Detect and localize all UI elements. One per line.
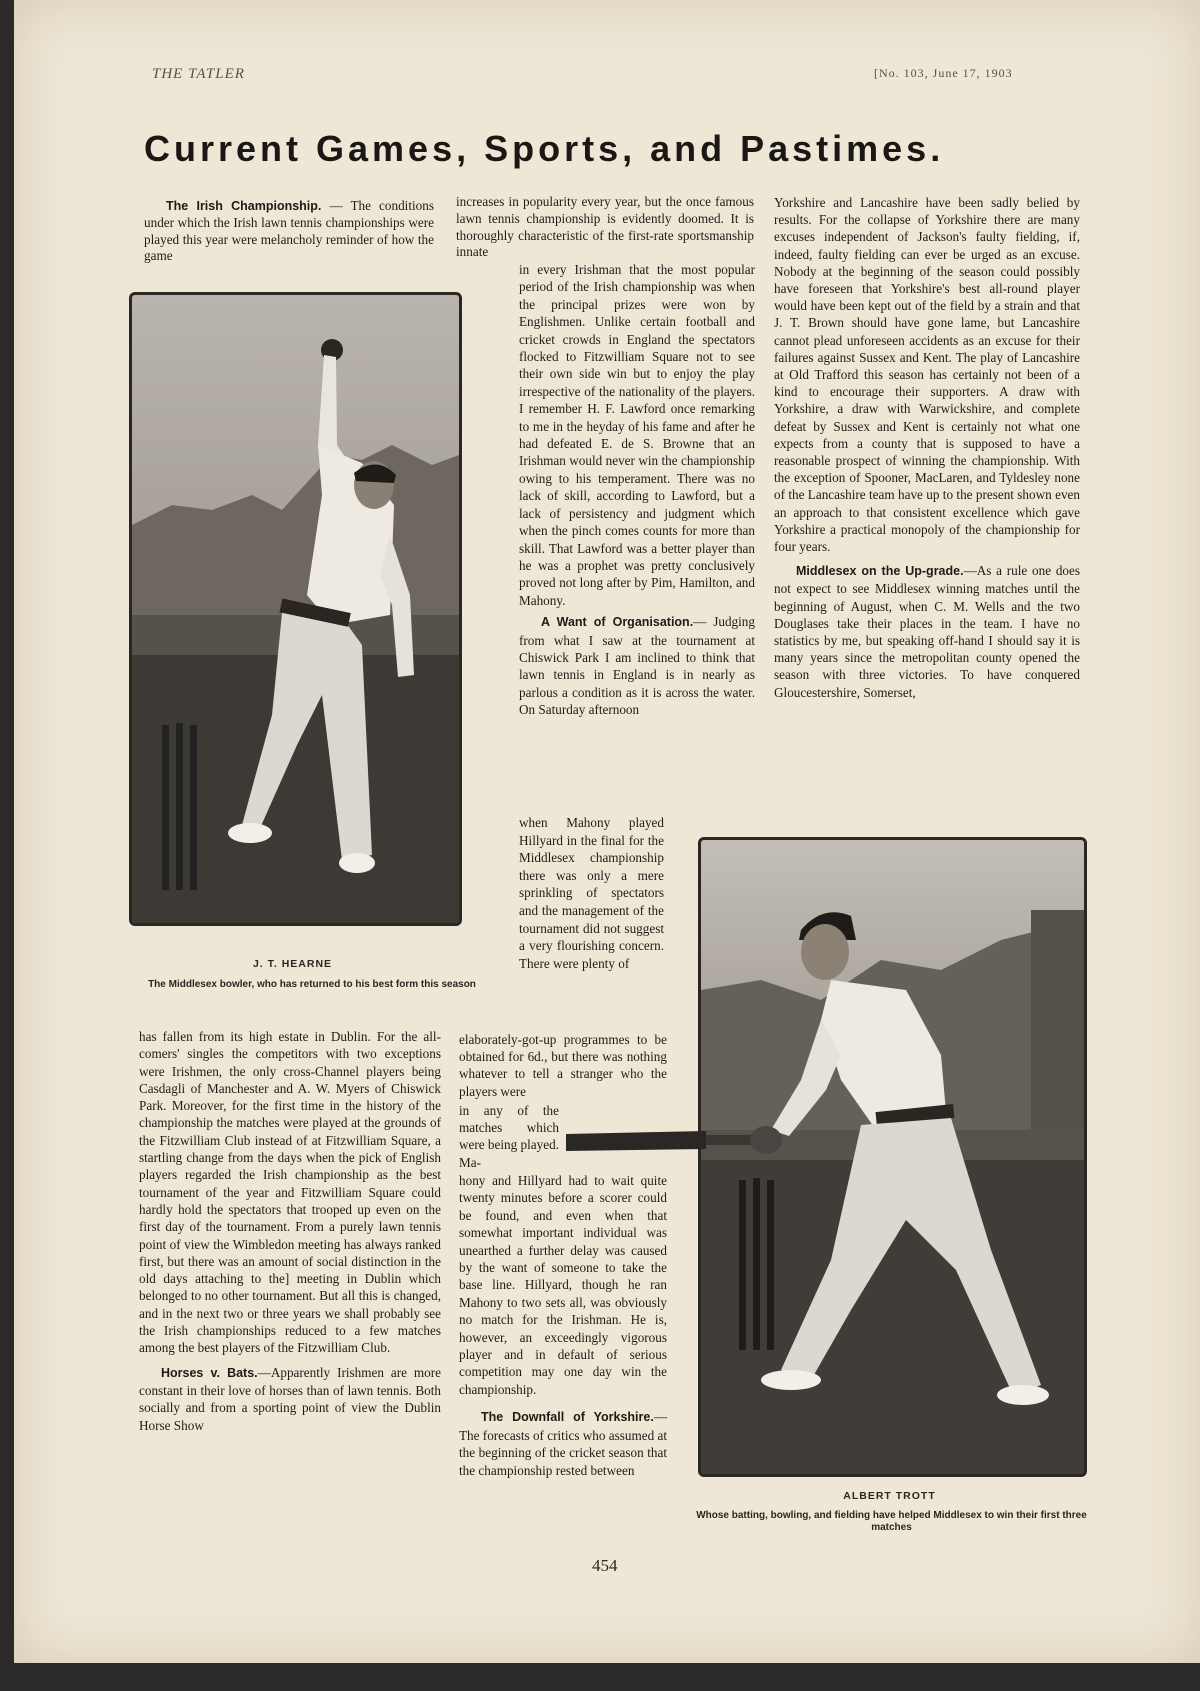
photo-caption-name-trott: ALBERT TROTT (843, 1490, 936, 1502)
section-heading-want-of-organisation: A Want of Organisation. (541, 615, 694, 630)
photo-caption-text-trott: Whose batting, bowling, and fielding have helped Middlesex to win their first three matches (696, 1510, 1087, 1533)
paragraph-text: Yorkshire and Lancashire have been sadly belied by results. For the collapse of Yorkshire there are many excuses independent of Jackson's faulty fielding, if, indeed, faulty fielding can ever be urged as an excuse. Nobody at the beginning of the season could possibly have foreseen that Yorkshire's best all-round player would have been kept out of the field by a strain and that J. T. Brown should have gone lame, but Lancashire cannot plead unforeseen accidents as an excuse for their failures against Sussex and Kent. The play of Lancashire at Old Trafford this season has certainly not been of a kind to encourage their supporters. A draw with Yorkshire, a draw with Warwickshire, and complete defeat by Sussex and Kent is certainly not what one expects from a county that is supposed to have a reasonable prospect of winning the championship. With the exception of Spooner, MacLaren, and Tyldesley none of the Lancashire team have up to the present shown even an approach to that consistent excellence which gave Yorkshire a practical monopoly of the championship for four years. (774, 195, 1080, 555)
cricket-bat-graphic (566, 1120, 786, 1160)
photo-j-t-hearne (129, 292, 462, 926)
paragraph-text: in any of the matches which were being played. Ma- (459, 1103, 559, 1170)
photo-caption-name-hearne: J. T. HEARNE (252, 958, 333, 970)
bowler-illustration (132, 295, 459, 923)
paragraph-text: —Apparently Irishmen are more constant in their love of horses than of lawn tennis. Both socially and from a sporting point of view the Dublin Horse Show (139, 1364, 441, 1433)
paragraph-text: — The conditions under which the Irish lawn tennis championships were played this year were melancholy reminder of how the game (144, 198, 434, 264)
section-heading-horses-v-bats: Horses v. Bats. (161, 1365, 258, 1380)
column-3 (774, 194, 1080, 701)
running-header-issue: [No. 103, June 17, 1903 (874, 66, 1013, 80)
section-heading-downfall-of-yorkshire: The Downfall of Yorkshire. (481, 1410, 654, 1425)
column-2-top (456, 194, 754, 261)
magazine-page (14, 0, 1200, 1663)
paragraph-text: when Mahony played Hillyard in the final for the Middlesex championship there was only a mere sprinkling of spectators and the management of the tournament did not suggest a very flourishing concern. There were plenty of (519, 815, 664, 971)
column-2-narrow (519, 814, 664, 972)
paragraph-text: in every Irishman that the most popular period of the Irish championship was when the principal prizes were won by Englishmen. Unlike certain football and cricket crowds in England the spectators flocked to Fitzwilliam Square not to see their own side win but to enjoy the play irrespective of the nationality of the players. I remember H. F. Lawford once remarking to me in the heyday of his fame and after he had defeated E. de S. Browne that an Irishman would never win the championship owing to his temperament. There was no lack of skill, according to Lawford, but a lack of persistency and judgment which when the pinch comes counts for more than skill. That Lawford was a better player than he was a prophet was pretty conclusively proved not long after by Pim, Hamilton, and Mahony. (519, 262, 755, 608)
column-1-top (144, 198, 434, 265)
photo-caption-text-hearne: The Middlesex bowler, who has returned to his best form this season (148, 979, 476, 990)
paragraph-text: —The forecasts of critics who assumed at the beginning of the cricket season that the championship rested between (459, 1409, 667, 1478)
column-1-bottom (139, 1028, 441, 1434)
page-number: 454 (592, 1556, 618, 1575)
running-header-title: THE TATLER (152, 66, 245, 82)
column-2-mid (519, 261, 755, 719)
paragraph-text: increases in popularity every year, but the once famous lawn tennis championship is evidently doomed. It is thoroughly characteristic of the first-rate sportsmanship innate (456, 194, 754, 260)
paragraph-text: elaborately-got-up programmes to be obtained for 6d., but there was nothing whatever to tell a stranger who the players were (459, 1032, 667, 1099)
column-2-wide (459, 1031, 667, 1100)
paragraph-text: — Judging from what I saw at the tournament at Chiswick Park I am inclined to think that lawn tennis in England is in nearly as parlous a condition as it is across the water. On Saturday afternoon (519, 614, 755, 718)
column-2-tiny (459, 1102, 559, 1171)
paragraph-text: hony and Hillyard had to wait quite twenty minutes before a scorer could be found, and even when that somewhat important individual was unearthed a further delay was caused by the want of someone to take the base line. Hillyard, though he ran Mahony to two sets all, was obviously no match for the Irishman. He is, however, an exceedingly vigorous player and in default of serious competition may one day win the championship. (459, 1173, 667, 1397)
section-heading-irish-championship: The Irish Championship. (166, 199, 322, 213)
section-heading-middlesex-up-grade: Middlesex on the Up-grade. (796, 564, 964, 579)
page-title: Current Games, Sports, and Pastimes. (144, 128, 945, 169)
paragraph-text: has fallen from its high estate in Dublin. For the all-comers' singles the competitors with two exceptions were Irishmen, the only cross-Channel players being Casdagli of Manchester and A. W. Myers of Chiswick Park. Moreover, for the first time in the history of the championship the matches were played at the grounds of the Fitzwilliam Club instead of at Fitzwilliam Square, a startling change from the days when the pick of English players regarded the Irish championship as the best tournament of the year and Fitzwilliam Square could hardly hold the spectators that trooped up even on the first day of the tournament. From a purely lawn tennis point of view the Wimbledon meeting has always ranked first, but there was an amount of social distinction in the old days attaching to the] meeting in Dublin which belonged to no other tournament. But all this is changed, and in the next two or three years we shall probably see the Irish championships reduced to a few matches among the best players of the Fitzwilliam Club. (139, 1029, 441, 1356)
column-2-bottom (459, 1172, 667, 1479)
paragraph-text: —As a rule one does not expect to see Middlesex winning matches until the beginning of August, when C. M. Wells and the two Douglases take their places in the team. I have no statistics by me, but speaking off-hand I should say it is many years since the metropolitan county opened the season with three victories. To have conquered Gloucestershire, Somerset, (774, 563, 1080, 700)
